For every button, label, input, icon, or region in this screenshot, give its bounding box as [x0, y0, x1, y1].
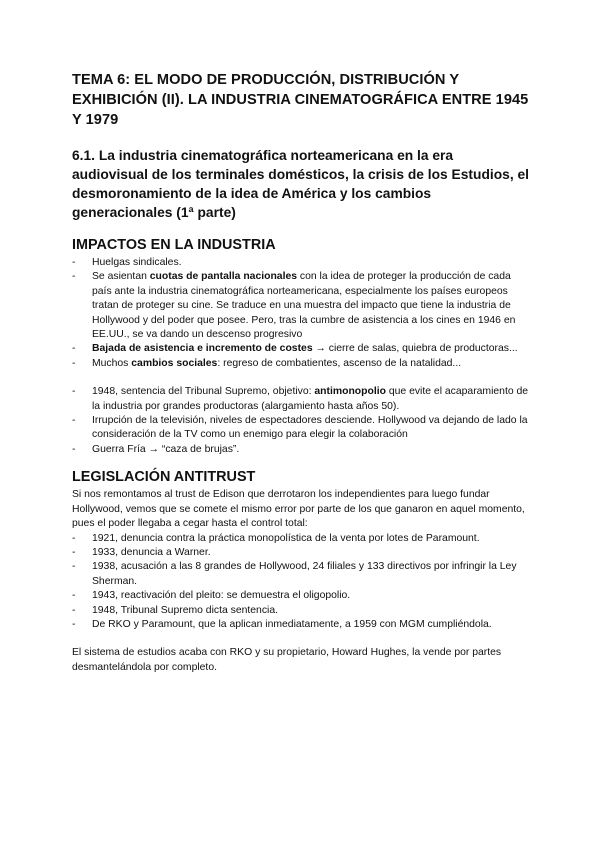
list-item: - 1938, acusación a las 8 grandes de Hollywood, 24 filiales y 133 directivos por infringir la Ley Sherman. [72, 561, 517, 587]
list-item: - De RKO y Paramount, que la aplican inmediatamente, a 1959 con MGM cumpliéndola. [72, 618, 532, 632]
list-item: - Guerra Fría → “caza de brujas”. [72, 443, 532, 457]
section-heading-antitrust: LEGISLACIÓN ANTITRUST [72, 469, 256, 486]
bullet-dash: - [72, 415, 76, 427]
list-item: - 1943, reactivación del pleito: se demuestra el oligopolio. [72, 589, 532, 603]
bullet-dash: - [72, 532, 76, 544]
closing-paragraph: El sistema de estudios acaba con RKO y su propietario, Howard Hughes, la vende por partes desmantelándola por completo. [72, 647, 502, 673]
list-item: - Bajada de asistencia e incremento de costes → cierre de salas, quiebra de productoras... [72, 342, 532, 356]
section-heading-impactos: IMPACTOS EN LA INDUSTRIA [72, 237, 276, 253]
document-subtitle: 6.1. La industria cinematográfica norteamericana en la era audiovisual de los terminales domésticos, la crisis de los Estudios, el desmoronamiento de la idea de América y los cambios generacionales (1ª parte) [72, 148, 529, 220]
antitrust-intro: Si nos remontamos al trust de Edison que derrotaron los independientes para luego fundar Hollywood, vemos que se comete el mismo error por parte de los que ganaron en aquel momento, pues el poder llegaba a cegar hasta el control total: [72, 489, 525, 530]
bullet-dash: - [72, 271, 76, 283]
list-item: - Irrupción de la televisión, niveles de espectadores desciende. Hollywood va dejando de lado la consideración de la TV como un enemigo para elegir la colaboración [72, 415, 528, 441]
bullet-dash: - [72, 443, 76, 455]
bullet-dash: - [72, 357, 76, 369]
antitrust-list [72, 532, 532, 633]
bullet-dash: - [72, 343, 76, 355]
bullet-dash: - [72, 618, 76, 630]
list-item: - 1948, Tribunal Supremo dicta sentencia. [72, 604, 532, 618]
list-item: - 1948, sentencia del Tribunal Supremo, objetivo: antimonopolio que evite el acaparamiento de la industria por grandes productoras (alargamiento hasta años 50). [72, 386, 529, 412]
list-item: - 1921, denuncia contra la práctica monopolística de la venta por lotes de Paramount. [72, 532, 532, 546]
list-item: - Se asientan cuotas de pantalla nacionales con la idea de proteger la producción de cada país ante la industria cinematográfica norteamericana, especialmente los países europeos tratan de proteger su cine. Se traduce en una muestra del impacto que tiene la industria de Hollywood y del poder que posee. Pero, tras la cumbre de asistencia a los cines en 1946 en EE.UU., se va dando un descenso progresivo [72, 271, 516, 341]
bullet-dash: - [72, 590, 76, 602]
bullet-dash: - [72, 257, 76, 268]
document-title: TEMA 6: EL MODO DE PRODUCCIÓN, DISTRIBUCIÓN Y EXHIBICIÓN (II). LA INDUSTRIA CINEMATOGRÁFICA ENTRE 1945 Y 1979 [72, 72, 529, 128]
list-item: - 1933, denuncia a Warner. [72, 546, 532, 560]
bullet-dash: - [72, 561, 76, 573]
list-item: - Huelgas sindicales. [72, 256, 532, 270]
bullet-dash: - [72, 386, 76, 398]
bullet-dash: - [72, 604, 76, 616]
bullet-dash: - [72, 546, 76, 558]
list-item: - Muchos cambios sociales: regreso de combatientes, ascenso de la natalidad... [72, 357, 532, 371]
impactos-list [72, 256, 532, 457]
document-page [72, 70, 532, 675]
